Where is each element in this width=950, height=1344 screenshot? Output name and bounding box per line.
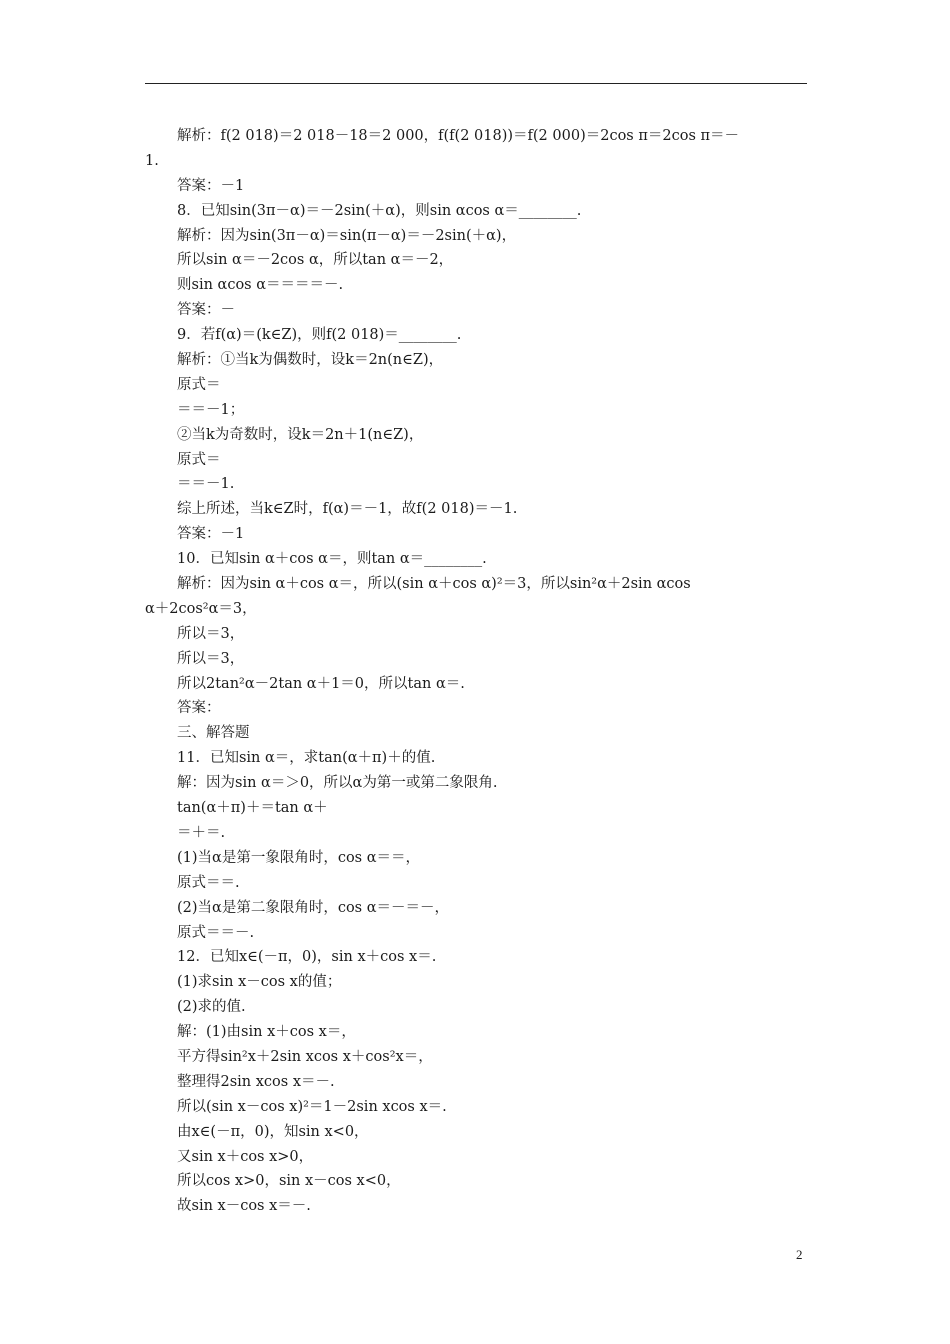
- text-line: 原式＝: [177, 376, 221, 393]
- text-line: 则sin αcos α＝＝＝＝－.: [177, 277, 344, 294]
- text-line: 解析：因为sin α＋cos α＝，所以(sin α＋cos α)²＝3，所以sin²α＋2sin αcos: [177, 576, 691, 593]
- text-line: 故sin x－cos x＝－.: [177, 1198, 311, 1215]
- text-line: 平方得sin²x＋2sin xcos x＋cos²x＝，: [177, 1048, 433, 1065]
- text-line: 解析：因为sin(3π－α)＝sin(π－α)＝－2sin(＋α)，: [177, 227, 517, 244]
- header-rule: [145, 83, 807, 84]
- text-line: 8．已知sin(3π－α)＝－2sin(＋α)，则sin αcos α＝________.: [177, 202, 582, 219]
- text-line: 1.: [145, 152, 159, 169]
- text-line: (1)求sin x－cos x的值；: [177, 974, 342, 991]
- text-line: ②当k为奇数时，设k＝2n＋1(n∈Z)，: [177, 426, 424, 443]
- text-line: 所以＝3，: [177, 650, 245, 667]
- text-line: 11．已知sin α＝，求tan(α＋π)＋的值.: [177, 750, 436, 767]
- text-line: 答案：－: [177, 302, 235, 319]
- text-line: 整理得2sin xcos x＝－.: [177, 1073, 335, 1090]
- text-line: 又sin x＋cos x>0，: [177, 1148, 314, 1165]
- text-line: 所以cos x>0，sin x－cos x<0，: [177, 1173, 401, 1190]
- text-line: 所以2tan²α－2tan α＋1＝0，所以tan α＝.: [177, 675, 465, 692]
- text-line: 综上所述，当k∈Z时，f(α)＝－1，故f(2 018)＝－1.: [177, 501, 518, 518]
- text-line: 答案：－1: [177, 526, 245, 543]
- page-number: 2: [796, 1247, 803, 1262]
- text-line: 原式＝＝－.: [177, 924, 255, 941]
- text-line: (2)当α是第二象限角时，cos α＝－＝－，: [177, 899, 450, 916]
- text-line: tan(α＋π)＋＝tan α＋: [177, 800, 328, 817]
- text-line: ＝＝－1；: [177, 401, 245, 418]
- text-line: 答案：－1: [177, 177, 245, 194]
- text-line: (1)当α是第一象限角时，cos α＝＝，: [177, 849, 421, 866]
- text-line: 原式＝: [177, 451, 221, 468]
- text-line: 解：因为sin α＝＞0，所以α为第一或第二象限角.: [177, 775, 498, 792]
- document-body: [145, 124, 807, 1219]
- text-line: 12．已知x∈(－π，0)，sin x＋cos x＝.: [177, 949, 437, 966]
- text-line: ＝＝－1.: [177, 476, 235, 493]
- text-line: 答案：: [177, 700, 221, 717]
- text-line: 解析：f(2 018)＝2 018－18＝2 000，f(f(2 018))＝f(2 000)＝2cos π＝2cos π＝－: [177, 128, 740, 144]
- text-line: 所以(sin x－cos x)²＝1－2sin xcos x＝.: [177, 1098, 447, 1115]
- text-line: 所以＝3，: [177, 625, 245, 642]
- text-line: 所以sin α＝－2cos α，所以tan α＝－2，: [177, 252, 454, 269]
- text-line: 原式＝＝.: [177, 874, 240, 891]
- text-line: 10．已知sin α＋cos α＝，则tan α＝________.: [177, 551, 487, 568]
- text-line: 解：(1)由sin x＋cos x＝，: [177, 1024, 356, 1041]
- text-line: 解析：①当k为偶数时，设k＝2n(n∈Z)，: [177, 352, 444, 369]
- text-line: α＋2cos²α＝3，: [145, 600, 257, 617]
- text-line: ＝＋＝.: [177, 824, 226, 841]
- text-line: 9．若f(α)＝(k∈Z)，则f(2 018)＝________.: [177, 327, 462, 344]
- text-line: 三、解答题: [177, 725, 250, 742]
- text-line: (2)求的值.: [177, 999, 246, 1016]
- text-line: 由x∈(－π，0)，知sin x<0，: [177, 1123, 369, 1140]
